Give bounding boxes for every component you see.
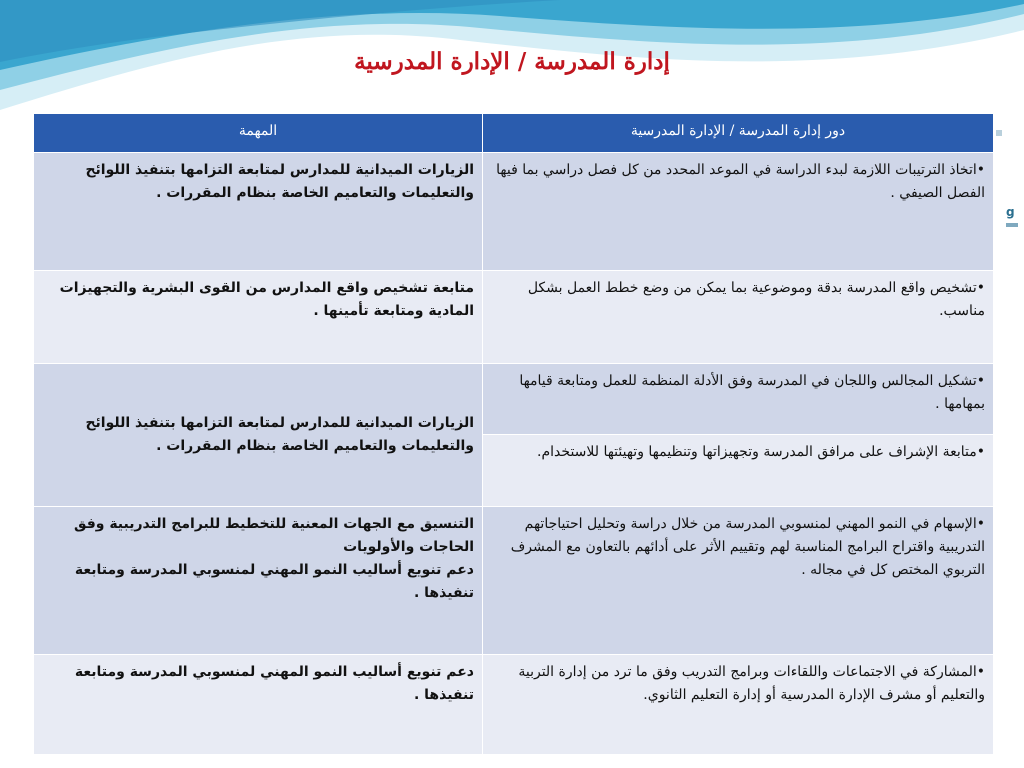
roles-tasks-table bbox=[33, 113, 994, 755]
logo-fragment-icon: g bbox=[1006, 205, 1015, 219]
slide-title: إدارة المدرسة / الإدارة المدرسية bbox=[354, 48, 670, 75]
table-row bbox=[34, 506, 994, 654]
table-row bbox=[34, 153, 994, 271]
role-cell: •الإسهام في النمو المهني لمنسوبي المدرسة من خلال دراسة وتحليل احتياجاتهم التدريبية واقتراح البرامج المناسبة لهم وتقييم الأثر على أدائهم بالتعاون مع المشرف التربوي المختص كل في مجاله . bbox=[483, 506, 994, 654]
task-line: التنسيق مع الجهات المعنية للتخطيط للبرامج التدريبية وفق الحاجات والأولويات bbox=[73, 515, 474, 555]
decorative-line bbox=[1006, 223, 1018, 227]
decorative-square bbox=[996, 130, 1002, 136]
table-row bbox=[34, 654, 994, 754]
task-cell-merged: الزيارات الميدانية للمدارس لمتابعة التزامها بتنفيذ اللوائح والتعليمات والتعاميم الخاصة بنظام المقررات . bbox=[34, 364, 483, 506]
role-cell: •متابعة الإشراف على مرافق المدرسة وتجهيزاتها وتنظيمها وتهيئتها للاستخدام. bbox=[483, 435, 994, 506]
role-cell: •تشكيل المجالس واللجان في المدرسة وفق الأدلة المنظمة للعمل ومتابعة قيامها بمهامها . bbox=[483, 364, 994, 435]
header-task: المهمة bbox=[34, 114, 483, 153]
table-header-row bbox=[34, 114, 994, 153]
role-cell: •تشخيص واقع المدرسة بدقة وموضوعية بما يمكن من وضع خطط العمل بشكل مناسب. bbox=[483, 271, 994, 364]
task-cell: دعم تنويع أساليب النمو المهني لمنسوبي المدرسة ومتابعة تنفيذها . bbox=[34, 654, 483, 754]
role-cell: •المشاركة في الاجتماعات واللقاءات وبرامج التدريب وفق ما ترد من إدارة التربية والتعليم أو مشرف الإدارة المدرسية أو إدارة التعليم الثانوي. bbox=[483, 654, 994, 754]
task-cell: متابعة تشخيص واقع المدارس من القوى البشرية والتجهيزات المادية ومتابعة تأمينها . bbox=[34, 271, 483, 364]
task-cell bbox=[34, 506, 483, 654]
header-role: دور إدارة المدرسة / الإدارة المدرسية bbox=[483, 114, 994, 153]
task-line: دعم تنويع أساليب النمو المهني لمنسوبي المدرسة ومتابعة تنفيذها . bbox=[74, 561, 474, 601]
table-row bbox=[34, 364, 994, 435]
task-cell: الزيارات الميدانية للمدارس لمتابعة التزامها بتنفيذ اللوائح والتعليمات والتعاميم الخاصة بنظام المقررات . bbox=[34, 153, 483, 271]
decorative-side-mark bbox=[996, 205, 1024, 245]
role-cell: •اتخاذ الترتيبات اللازمة لبدء الدراسة في الموعد المحدد من كل فصل دراسي بما فيها الفصل الصيفي . bbox=[483, 153, 994, 271]
table-row bbox=[34, 271, 994, 364]
